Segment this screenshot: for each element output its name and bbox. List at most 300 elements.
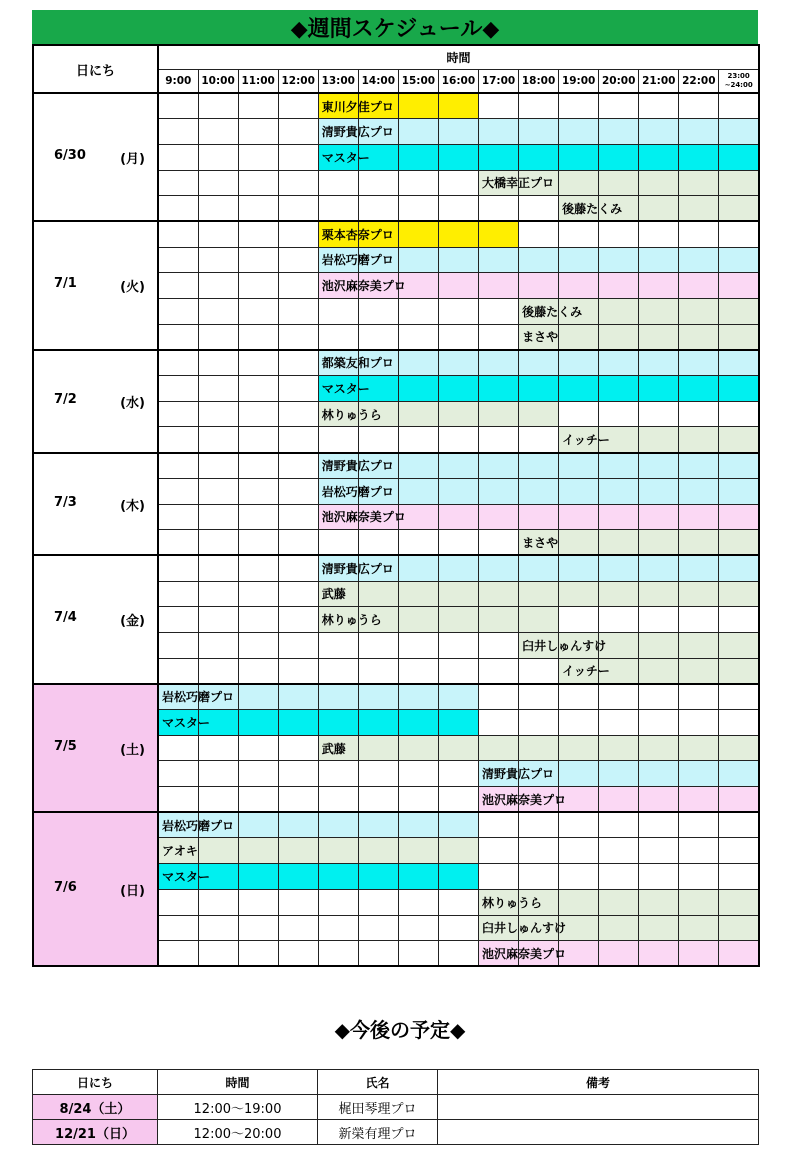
time-slot bbox=[238, 864, 278, 890]
day-weekday: (日) bbox=[120, 883, 145, 899]
time-slot bbox=[198, 761, 238, 787]
time-slot bbox=[158, 299, 198, 325]
time-slot bbox=[599, 812, 639, 838]
time-slot bbox=[238, 607, 278, 633]
day-weekday: (土) bbox=[120, 742, 145, 758]
time-slot bbox=[238, 170, 278, 196]
time-slot bbox=[679, 761, 719, 787]
time-slot bbox=[318, 787, 358, 813]
time-slot bbox=[519, 350, 559, 376]
time-slot bbox=[158, 684, 235, 710]
time-slot bbox=[198, 787, 238, 813]
time-slot bbox=[198, 196, 238, 222]
time-slot bbox=[198, 401, 238, 427]
time-slot bbox=[719, 376, 759, 402]
time-slot bbox=[679, 555, 719, 581]
time-slot bbox=[719, 144, 759, 170]
time-slot bbox=[519, 504, 559, 530]
time-slot bbox=[559, 350, 599, 376]
day-date: 7/3 bbox=[54, 494, 77, 510]
time-slot bbox=[158, 401, 198, 427]
time-slot bbox=[719, 555, 759, 581]
booking-name: 岩松巧磨プロ bbox=[321, 253, 394, 268]
time-slot bbox=[679, 324, 719, 350]
time-slot bbox=[438, 915, 478, 941]
booking-name: 武藤 bbox=[321, 587, 346, 602]
time-slot bbox=[719, 504, 759, 530]
time-slot bbox=[158, 324, 198, 350]
time-slot bbox=[438, 710, 478, 736]
time-slot bbox=[679, 196, 719, 222]
time-slot bbox=[358, 530, 398, 556]
time-slot bbox=[479, 93, 519, 119]
time-slot bbox=[639, 710, 679, 736]
schedule-body bbox=[33, 93, 759, 966]
time-slot bbox=[398, 376, 438, 402]
time-slot bbox=[639, 247, 679, 273]
time-slot bbox=[438, 93, 478, 119]
time-slot bbox=[639, 555, 679, 581]
booking-name: 清野貴広プロ bbox=[482, 767, 555, 782]
time-slot bbox=[358, 324, 398, 350]
time-slot bbox=[198, 453, 238, 479]
time-slot bbox=[559, 478, 599, 504]
time-slot bbox=[639, 221, 679, 247]
time-slot bbox=[278, 632, 318, 658]
time-slot bbox=[238, 273, 278, 299]
time-slot bbox=[198, 427, 238, 453]
time-slot bbox=[639, 864, 679, 890]
time-slot bbox=[318, 838, 358, 864]
time-slot bbox=[398, 684, 438, 710]
weekly-schedule-table bbox=[32, 44, 760, 967]
time-slot bbox=[398, 453, 438, 479]
time-slot bbox=[719, 735, 759, 761]
time-slot bbox=[719, 93, 759, 119]
upcoming-row bbox=[33, 1120, 759, 1145]
time-slot bbox=[639, 889, 679, 915]
time-slot bbox=[559, 170, 599, 196]
time-slot bbox=[719, 350, 759, 376]
hour-header: 11:00 bbox=[238, 69, 278, 93]
time-slot bbox=[639, 607, 679, 633]
time-slot bbox=[519, 196, 559, 222]
time-slot bbox=[479, 273, 519, 299]
time-slot bbox=[438, 504, 478, 530]
time-slot bbox=[238, 401, 278, 427]
time-slot bbox=[479, 530, 519, 556]
day-date: 6/30 bbox=[54, 147, 86, 163]
booking-name: アオキ bbox=[162, 844, 198, 859]
time-slot bbox=[198, 735, 238, 761]
time-slot bbox=[599, 530, 639, 556]
time-slot bbox=[398, 324, 438, 350]
day-date: 7/2 bbox=[54, 391, 77, 407]
time-slot bbox=[479, 864, 519, 890]
time-slot bbox=[238, 453, 278, 479]
time-slot bbox=[398, 632, 438, 658]
time-slot bbox=[519, 401, 559, 427]
time-slot bbox=[318, 427, 358, 453]
time-column-header: 時間 bbox=[158, 45, 759, 69]
time-slot bbox=[519, 735, 559, 761]
time-slot bbox=[158, 119, 198, 145]
time-slot bbox=[278, 170, 318, 196]
time-slot bbox=[639, 530, 679, 556]
time-slot bbox=[238, 812, 278, 838]
hour-header: 22:00 bbox=[679, 69, 719, 93]
time-slot bbox=[519, 530, 559, 556]
time-slot bbox=[158, 632, 198, 658]
time-slot bbox=[679, 427, 719, 453]
schedule-row bbox=[33, 555, 759, 581]
time-slot bbox=[358, 581, 398, 607]
time-slot bbox=[358, 658, 398, 684]
hour-header: 20:00 bbox=[599, 69, 639, 93]
time-slot bbox=[679, 247, 719, 273]
time-slot bbox=[438, 889, 478, 915]
upcoming-time-header: 時間 bbox=[158, 1070, 318, 1095]
time-slot bbox=[599, 93, 639, 119]
day-label-cell bbox=[33, 812, 158, 966]
time-slot bbox=[559, 812, 599, 838]
time-slot bbox=[398, 658, 438, 684]
time-slot bbox=[358, 864, 398, 890]
booking-name: 池沢麻奈美プロ bbox=[482, 946, 567, 961]
time-slot bbox=[398, 555, 438, 581]
time-slot bbox=[559, 401, 599, 427]
time-slot bbox=[599, 581, 639, 607]
time-slot bbox=[238, 324, 278, 350]
time-slot bbox=[559, 889, 599, 915]
day-label-cell bbox=[33, 555, 158, 683]
booking-name: 林りゅうら bbox=[482, 895, 543, 910]
time-slot bbox=[559, 735, 599, 761]
time-slot bbox=[479, 684, 519, 710]
time-slot bbox=[559, 838, 599, 864]
day-weekday: (月) bbox=[120, 151, 145, 167]
time-slot bbox=[278, 221, 318, 247]
time-slot bbox=[639, 812, 679, 838]
time-slot bbox=[519, 555, 559, 581]
time-slot bbox=[679, 504, 719, 530]
time-slot bbox=[238, 93, 278, 119]
time-slot bbox=[158, 221, 198, 247]
time-slot bbox=[559, 555, 599, 581]
time-slot bbox=[438, 144, 478, 170]
time-slot bbox=[198, 376, 238, 402]
time-slot bbox=[599, 504, 639, 530]
time-slot bbox=[238, 350, 278, 376]
time-slot bbox=[519, 684, 559, 710]
time-slot bbox=[278, 684, 318, 710]
time-slot bbox=[158, 761, 198, 787]
time-slot bbox=[238, 581, 278, 607]
time-slot bbox=[238, 658, 278, 684]
time-slot bbox=[318, 299, 358, 325]
booking-name: 岩松巧磨プロ bbox=[321, 484, 394, 499]
time-slot bbox=[639, 401, 679, 427]
time-slot bbox=[599, 324, 639, 350]
time-slot bbox=[679, 812, 719, 838]
time-slot bbox=[198, 299, 238, 325]
time-slot bbox=[479, 196, 519, 222]
time-slot bbox=[679, 453, 719, 479]
time-slot bbox=[599, 170, 639, 196]
time-slot bbox=[438, 530, 478, 556]
schedule-row bbox=[33, 684, 759, 710]
time-slot bbox=[559, 504, 599, 530]
booking-name: 岩松巧磨プロ bbox=[162, 818, 235, 833]
time-slot bbox=[238, 530, 278, 556]
time-slot bbox=[318, 376, 370, 402]
day-label-cell bbox=[33, 93, 158, 221]
time-slot bbox=[398, 941, 438, 967]
time-slot bbox=[238, 144, 278, 170]
time-slot bbox=[278, 504, 318, 530]
time-slot bbox=[238, 735, 278, 761]
time-slot bbox=[719, 941, 759, 967]
time-slot bbox=[278, 478, 318, 504]
time-slot bbox=[278, 555, 318, 581]
time-slot bbox=[679, 581, 719, 607]
time-slot bbox=[398, 401, 438, 427]
time-slot bbox=[198, 478, 238, 504]
time-slot bbox=[398, 710, 438, 736]
time-slot bbox=[519, 478, 559, 504]
time-slot bbox=[318, 247, 394, 273]
hour-header: 12:00 bbox=[278, 69, 318, 93]
time-slot bbox=[599, 273, 639, 299]
time-slot bbox=[479, 170, 555, 196]
time-slot bbox=[158, 889, 198, 915]
time-slot bbox=[198, 915, 238, 941]
time-slot bbox=[158, 376, 198, 402]
time-slot bbox=[198, 838, 238, 864]
time-slot bbox=[278, 735, 318, 761]
time-slot bbox=[679, 299, 719, 325]
booking-name: 清野貴広プロ bbox=[321, 125, 394, 140]
time-slot bbox=[438, 941, 478, 967]
time-slot bbox=[238, 504, 278, 530]
upcoming-date: 8/24（土） bbox=[33, 1095, 158, 1120]
time-slot bbox=[318, 761, 358, 787]
time-slot bbox=[278, 299, 318, 325]
time-slot bbox=[719, 684, 759, 710]
time-slot bbox=[719, 273, 759, 299]
time-slot bbox=[679, 376, 719, 402]
time-slot bbox=[398, 119, 438, 145]
time-slot bbox=[238, 555, 278, 581]
time-slot bbox=[639, 761, 679, 787]
time-slot bbox=[358, 761, 398, 787]
time-slot bbox=[198, 324, 238, 350]
time-slot bbox=[318, 401, 382, 427]
time-slot bbox=[679, 607, 719, 633]
time-slot bbox=[318, 889, 358, 915]
time-slot bbox=[719, 812, 759, 838]
time-slot bbox=[398, 221, 438, 247]
time-slot bbox=[519, 453, 559, 479]
booking-name: 後藤たくみ bbox=[562, 201, 623, 216]
time-slot bbox=[719, 864, 759, 890]
upcoming-date-header: 日にち bbox=[33, 1070, 158, 1095]
time-slot bbox=[158, 941, 198, 967]
booking-name: 臼井しゅんすけ bbox=[522, 638, 607, 653]
time-slot bbox=[158, 658, 198, 684]
time-slot bbox=[719, 478, 759, 504]
time-slot bbox=[278, 915, 318, 941]
time-slot bbox=[479, 453, 519, 479]
time-slot bbox=[479, 838, 519, 864]
booking-name: 都築友和プロ bbox=[321, 356, 394, 371]
time-slot bbox=[158, 812, 235, 838]
time-slot bbox=[318, 941, 358, 967]
time-slot bbox=[438, 864, 478, 890]
time-slot bbox=[479, 144, 519, 170]
time-slot bbox=[599, 119, 639, 145]
time-slot bbox=[479, 581, 519, 607]
time-slot bbox=[238, 838, 278, 864]
hour-header: 18:00 bbox=[519, 69, 559, 93]
time-slot bbox=[438, 453, 478, 479]
time-slot bbox=[318, 196, 358, 222]
page-title: ◆週間スケジュール◆ bbox=[32, 10, 758, 44]
time-slot bbox=[438, 632, 478, 658]
time-slot bbox=[559, 247, 599, 273]
booking-name: 池沢麻奈美プロ bbox=[321, 510, 406, 525]
time-slot bbox=[318, 504, 406, 530]
time-slot bbox=[198, 889, 238, 915]
time-slot bbox=[398, 170, 438, 196]
time-slot bbox=[679, 221, 719, 247]
time-slot bbox=[519, 93, 559, 119]
time-slot bbox=[318, 684, 358, 710]
time-slot bbox=[278, 889, 318, 915]
time-slot bbox=[639, 941, 679, 967]
time-slot bbox=[438, 838, 478, 864]
time-slot bbox=[679, 632, 719, 658]
booking-name: マスター bbox=[162, 869, 211, 884]
time-slot bbox=[158, 555, 198, 581]
booking-name: 大橋幸正プロ bbox=[482, 176, 555, 191]
time-slot bbox=[318, 273, 406, 299]
time-slot bbox=[158, 273, 198, 299]
time-slot bbox=[278, 93, 318, 119]
time-slot bbox=[719, 761, 759, 787]
time-slot bbox=[318, 812, 358, 838]
booking-name: マスター bbox=[162, 715, 211, 730]
upcoming-title: ◆今後の予定◆ bbox=[334, 1018, 466, 1042]
time-slot bbox=[599, 864, 639, 890]
time-slot bbox=[719, 247, 759, 273]
time-slot bbox=[438, 299, 478, 325]
time-slot bbox=[238, 221, 278, 247]
time-slot bbox=[398, 787, 438, 813]
time-slot bbox=[679, 93, 719, 119]
time-slot bbox=[479, 324, 519, 350]
time-slot bbox=[559, 221, 599, 247]
time-slot bbox=[639, 915, 679, 941]
time-slot bbox=[158, 710, 211, 736]
time-slot bbox=[479, 504, 519, 530]
time-slot bbox=[679, 119, 719, 145]
time-slot bbox=[318, 530, 358, 556]
time-slot bbox=[438, 273, 478, 299]
time-slot bbox=[599, 761, 639, 787]
booking-name: 池沢麻奈美プロ bbox=[321, 279, 406, 294]
time-slot bbox=[158, 170, 198, 196]
booking-name: マスター bbox=[321, 381, 370, 396]
time-slot bbox=[158, 504, 198, 530]
time-slot bbox=[599, 376, 639, 402]
time-slot bbox=[719, 170, 759, 196]
time-slot bbox=[559, 93, 599, 119]
booking-name: 池沢麻奈美プロ bbox=[482, 792, 567, 807]
time-slot bbox=[679, 684, 719, 710]
time-slot bbox=[158, 735, 198, 761]
time-slot bbox=[318, 144, 370, 170]
time-slot bbox=[599, 735, 639, 761]
time-slot bbox=[559, 453, 599, 479]
time-slot bbox=[679, 710, 719, 736]
time-slot bbox=[398, 93, 438, 119]
time-slot bbox=[599, 247, 639, 273]
time-slot bbox=[158, 350, 198, 376]
booking-name: 栗本杏奈プロ bbox=[321, 228, 394, 243]
time-slot bbox=[519, 299, 583, 325]
time-slot bbox=[639, 581, 679, 607]
time-slot bbox=[599, 144, 639, 170]
time-slot bbox=[719, 196, 759, 222]
time-slot bbox=[519, 864, 559, 890]
hour-header: 19:00 bbox=[559, 69, 599, 93]
time-slot bbox=[358, 299, 398, 325]
time-slot bbox=[398, 530, 438, 556]
day-label-cell bbox=[33, 221, 158, 349]
time-slot bbox=[599, 478, 639, 504]
hour-header: 15:00 bbox=[398, 69, 438, 93]
time-slot bbox=[559, 607, 599, 633]
time-slot bbox=[679, 941, 719, 967]
time-slot bbox=[398, 761, 438, 787]
time-slot bbox=[519, 838, 559, 864]
time-slot bbox=[318, 581, 358, 607]
time-slot bbox=[479, 119, 519, 145]
time-slot bbox=[559, 119, 599, 145]
time-slot bbox=[198, 144, 238, 170]
time-slot bbox=[438, 581, 478, 607]
hour-header: 21:00 bbox=[639, 69, 679, 93]
time-slot bbox=[519, 119, 559, 145]
booking-name: 林りゅうら bbox=[321, 407, 382, 422]
time-slot bbox=[358, 915, 398, 941]
time-slot bbox=[198, 273, 238, 299]
upcoming-name-header: 氏名 bbox=[318, 1070, 438, 1095]
time-slot bbox=[559, 376, 599, 402]
time-slot bbox=[238, 376, 278, 402]
time-slot bbox=[519, 376, 559, 402]
time-slot bbox=[198, 504, 238, 530]
time-slot bbox=[438, 170, 478, 196]
time-slot bbox=[639, 196, 679, 222]
time-slot bbox=[438, 350, 478, 376]
schedule-row bbox=[33, 350, 759, 376]
time-slot bbox=[599, 453, 639, 479]
time-slot bbox=[679, 864, 719, 890]
time-slot bbox=[679, 787, 719, 813]
time-slot bbox=[358, 812, 398, 838]
